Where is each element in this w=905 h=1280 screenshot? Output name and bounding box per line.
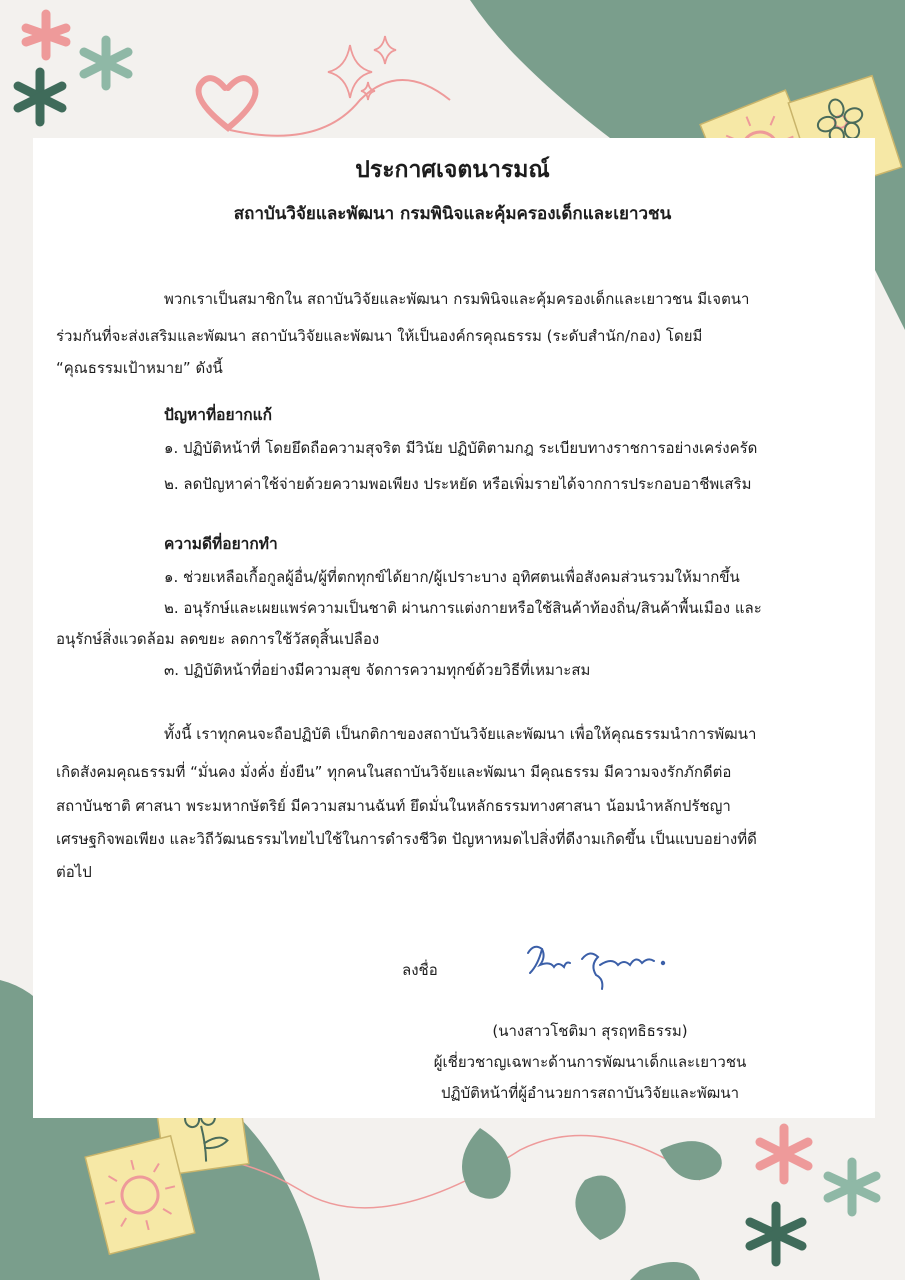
goodness-item: ๓. ปฏิบัติหน้าที่อย่างมีความสุข จัดการความทุกข์ด้วยวิธีที่เหมาะสม xyxy=(164,661,591,679)
closing-line: ต่อไป xyxy=(56,863,92,881)
asterisk-icon-bottom xyxy=(750,1128,876,1262)
heart-icon xyxy=(199,78,256,128)
pink-swirl-top xyxy=(230,80,450,136)
problem-item: ๑. ปฏิบัติหน้าที่ โดยยึดถือความสุจริต มีวินัย ปฏิบัติตามกฎ ระเบียบทางราชการอย่างเคร่งครัด xyxy=(164,439,758,457)
goodness-item: ๑. ช่วยเหลือเกื้อกูลผู้อื่น/ผู้ที่ตกทุกข์ได้ยาก/ผู้เปราะบาง อุทิศตนเพื่อสังคมส่วนรวมให้มากขึ้น xyxy=(164,568,740,586)
signer-name: (นางสาวโชติมา สุรฤทธิธรรม) xyxy=(492,1022,688,1040)
signature-label: ลงชื่อ xyxy=(402,961,438,979)
signature-block xyxy=(380,1016,800,1109)
goodness-heading: ความดีที่อยากทำ xyxy=(164,535,278,553)
leaf-drop-icon xyxy=(462,1128,722,1280)
signer-acting-position: ปฏิบัติหน้าที่ผู้อำนวยการสถาบันวิจัยและพัฒนา xyxy=(440,1084,740,1102)
page-subtitle: สถาบันวิจัยและพัฒนา กรมพินิจและคุ้มครองเด็กและเยาวชน xyxy=(233,204,672,224)
goodness-item-continuation: อนุรักษ์สิ่งแวดล้อม ลดขยะ ลดการใช้วัสดุสิ้นเปลือง xyxy=(56,630,380,648)
handwritten-signature xyxy=(520,935,670,995)
problems-heading: ปัญหาที่อยากแก้ xyxy=(164,406,273,424)
page-title: ประกาศเจตนารมณ์ xyxy=(355,157,550,183)
closing-line: ทั้งนี้ เราทุกคนจะถือปฏิบัติ เป็นกติกาของสถาบันวิจัยและพัฒนา เพื่อให้คุณธรรมนำการพัฒนา xyxy=(164,725,757,743)
asterisk-icon xyxy=(18,14,128,122)
problem-item: ๒. ลดปัญหาค่าใช้จ่ายด้วยความพอเพียง ประหยัด หรือเพิ่มรายได้จากการประกอบอาชีพเสริม xyxy=(164,475,752,493)
intro-line: “คุณธรรมเป้าหมาย” ดังนี้ xyxy=(56,359,223,377)
closing-line: เกิดสังคมคุณธรรมที่ “มั่นคง มั่งคั่ง ยั่งยืน” ทุกคนในสถาบันวิจัยและพัฒนา มีคุณธรรม มีความจงรักภักดีต่อ xyxy=(56,763,732,781)
goodness-item: ๒. อนุรักษ์และเผยแพร่ความเป็นชาติ ผ่านการแต่งกายหรือใช้สินค้าท้องถิ่น/สินค้าพื้นเมือง และ xyxy=(164,599,762,617)
sparkle-icon xyxy=(328,36,396,100)
intro-line: ร่วมกันที่จะส่งเสริมและพัฒนา สถาบันวิจัยและพัฒนา ให้เป็นองค์กรคุณธรรม (ระดับสำนัก/กอง) โดยมี xyxy=(56,327,703,345)
intro-line: พวกเราเป็นสมาชิกใน สถาบันวิจัยและพัฒนา กรมพินิจและคุ้มครองเด็กและเยาวชน มีเจตนา xyxy=(164,290,750,308)
closing-line: เศรษฐกิจพอเพียง และวิถีวัฒนธรรมไทยไปใช้ในการดำรงชีวิต ปัญหาหมดไปสิ่งที่ดีงามเกิดขึ้น เป็นแบบอย่างที่ดี xyxy=(56,830,757,848)
closing-line: สถาบันชาติ ศาสนา พระมหากษัตริย์ มีความสมานฉันท์ ยึดมั่นในหลักธรรมทางศาสนา น้อมนำหลักปรัชญา xyxy=(56,797,731,815)
signer-position: ผู้เชี่ยวชาญเฉพาะด้านการพัฒนาเด็กและเยาวชน xyxy=(433,1053,747,1071)
